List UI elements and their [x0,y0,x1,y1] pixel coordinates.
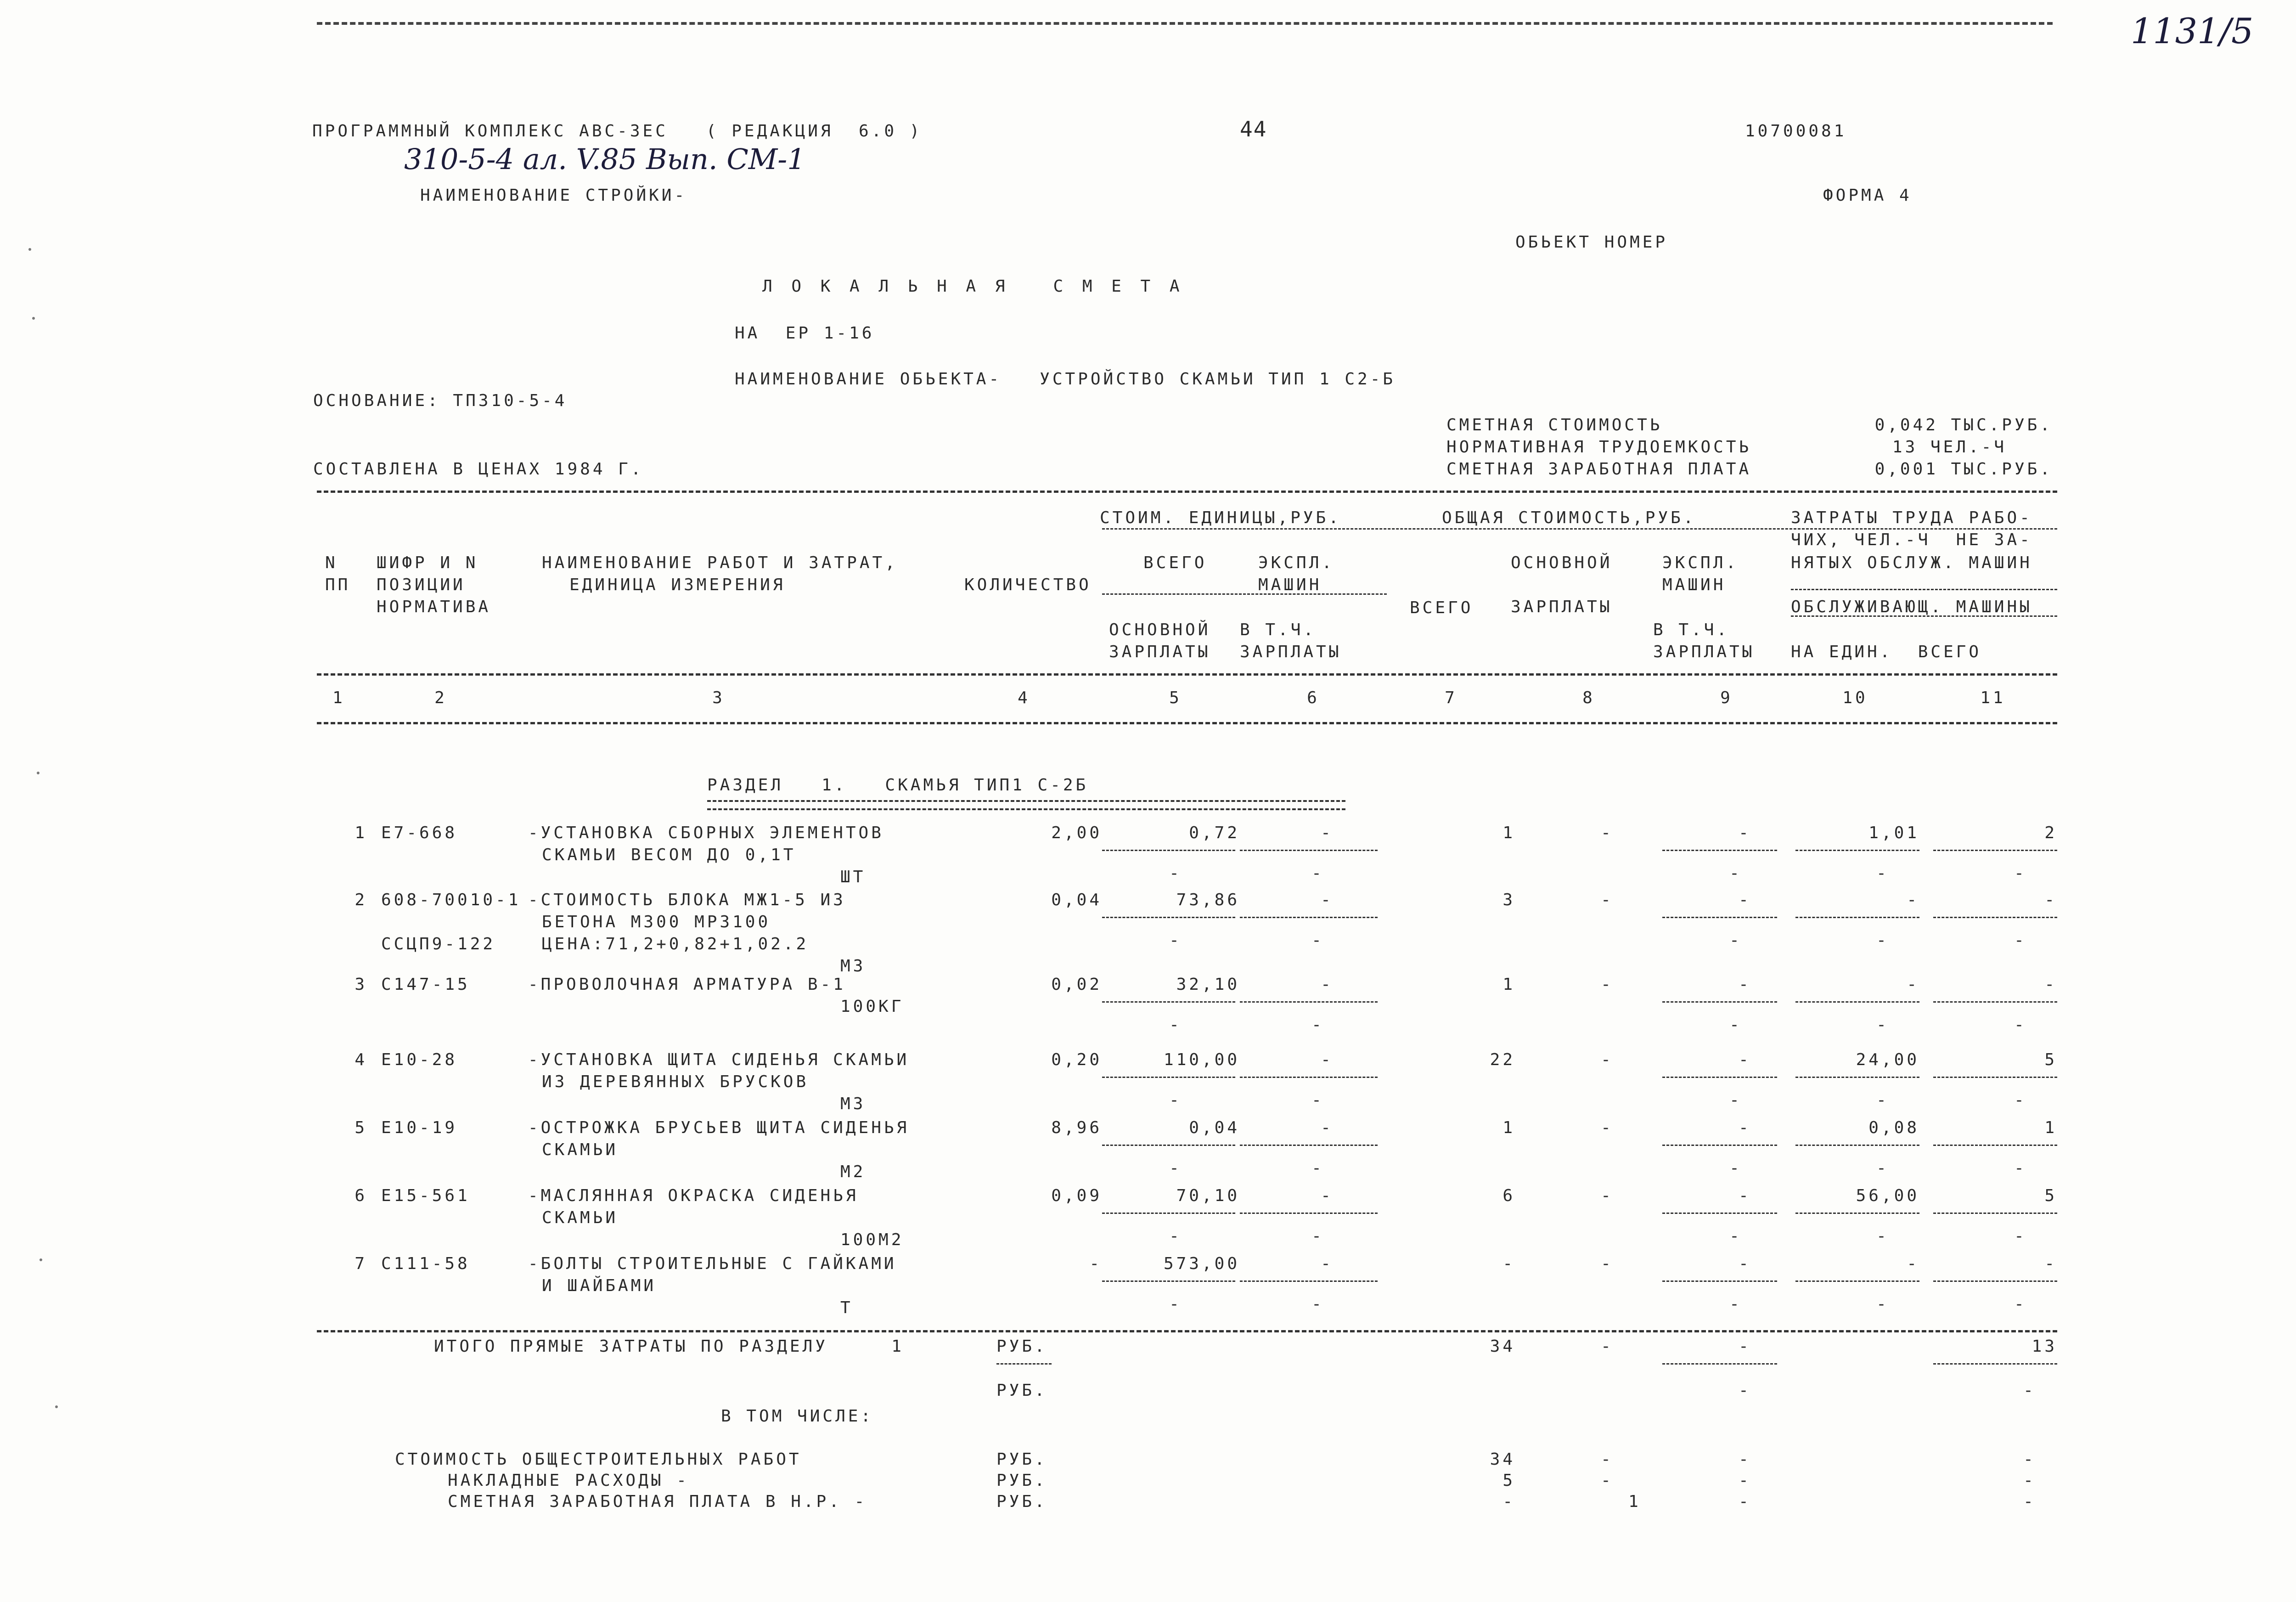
direct-emach-rule [1662,1363,1777,1365]
total-line-total: - [1503,1492,1515,1511]
direct-labor-rule [1933,1363,2057,1365]
column-number: 8 [1582,688,1595,707]
row-labor-total: 5 [2044,1050,2057,1069]
row-subrule [1662,917,1777,918]
row-subrule [1662,1001,1777,1003]
direct-unit-rule [996,1363,1052,1365]
row-labor-total-dash: - [2014,1091,2027,1110]
row-labor-total-dash: - [2014,864,2027,883]
column-number: 5 [1169,688,1182,707]
scan-speck [37,772,39,774]
row-unit-price: 110,00 [1163,1050,1240,1069]
row-total-base: - [1601,975,1614,994]
row-subrule [1933,1145,2057,1146]
section-title: РАЗДЕЛ 1. СКАМЬЯ ТИП1 С-2Б [707,776,1089,795]
row-total: 3 [1503,891,1515,909]
row-subrule [1240,1145,1378,1146]
row-total-base: - [1601,1050,1614,1069]
row-labor-total: 5 [2044,1186,2057,1205]
col4-header: КОЛИЧЕСТВО [964,575,1092,594]
total-line-base: 1 [1628,1492,1641,1511]
column-number: 4 [1018,688,1030,707]
row-subrule [1662,1213,1777,1214]
row-name-line: И ШАЙБАМИ [542,1276,657,1295]
row-base-dash: - [1169,1159,1182,1178]
page-number: 44 [1240,117,1267,141]
totals-rule [317,1330,2057,1332]
row-total-base: - [1601,1254,1614,1273]
object-number: ОБЬЕКТ НОМЕР [1515,233,1668,252]
row-total: 6 [1503,1186,1515,1205]
row-number: 1 [355,824,367,842]
row-name-line: -БОЛТЫ СТРОИТЕЛЬНЫЕ С ГАЙКАМИ [528,1254,897,1273]
unit-base-header-1: ОСНОВНОЙ [1109,620,1211,639]
row-subrule [1795,1280,1919,1282]
row-name-line: СКАМЬИ [542,1140,619,1159]
row-code: С147-15 [381,975,470,994]
row-unit-mach: - [1321,1050,1334,1069]
row-labor-total-dash: - [2014,931,2027,950]
row-labor-total: 2 [2044,824,2057,842]
row-total-emach: - [1739,1186,1751,1205]
row-incl-total-dash: - [1729,1091,1742,1110]
row-name-line: -ПРОВОЛОЧНАЯ АРМАТУРА В-1 [528,975,846,994]
row-total-emach: - [1739,975,1751,994]
row-labor-total: - [2044,1254,2057,1273]
total-line-base: - [1601,1450,1614,1469]
row-labor-unit: - [1907,1254,1919,1273]
row-number: 2 [355,891,367,909]
row-unit-mach: - [1321,1186,1334,1205]
row-subrule [1933,850,2057,851]
row-name-line: СКАМЬИ ВЕСОМ ДО 0,1Т [542,846,796,864]
row-unit-mach: - [1321,891,1334,909]
col3-header-1: НАИМЕНОВАНИЕ РАБОТ И ЗАТРАТ, [542,553,898,572]
row-subrule [1795,1145,1919,1146]
row-subrule [1795,1213,1919,1214]
unit-cost-header: СТОИМ. ЕДИНИЦЫ,РУБ. [1100,508,1341,527]
row-number: 5 [355,1118,367,1137]
row-code: Е10-28 [381,1050,458,1069]
row-labor-dash: - [1876,1227,1889,1246]
row-name-line: -ОСТРОЖКА БРУСЬЕВ ЩИТА СИДЕНЬЯ [528,1118,910,1137]
row-name-line: БЕТОНА М300 МРЗ100 [542,913,771,931]
row-subrule [1240,1001,1378,1003]
header-rule-bottom [317,722,2057,724]
row-number: 6 [355,1186,367,1205]
total-line-emach: - [1739,1471,1751,1490]
row-code-secondary: ССЦП9-122 [381,935,496,953]
row-code: Е7-668 [381,824,458,842]
summary-value-labor: 13 ЧЕЛ.-Ч [1892,438,2007,457]
row-labor-total-dash: - [2014,1159,2027,1178]
row-labor-unit: - [1907,975,1919,994]
column-number: 2 [434,688,447,707]
unit-base-header-2: ЗАРПЛАТЫ [1109,643,1211,661]
col1-header-1: N [325,553,338,572]
row-code: Е15-561 [381,1186,470,1205]
program-name: ПРОГРАММНЫЙ КОМПЛЕКС АВС-3ЕС ( РЕДАКЦИЯ 6.0 ) [312,122,923,141]
row-name-line: ЦЕНА:71,2+0,82+1,02.2 [542,935,809,953]
row-unit-mach: - [1321,1254,1334,1273]
row-subrule [1662,1145,1777,1146]
row-incl-total-dash: - [1729,1227,1742,1246]
total-incl-header-2: ЗАРПЛАТЫ [1653,643,1755,661]
labor-header-2: ЧИХ, ЧЕЛ.-Ч НЕ ЗА- [1791,530,2032,549]
row-total: 1 [1503,824,1515,842]
row-total-base: - [1601,1118,1614,1137]
row-incl-dash: - [1311,1159,1324,1178]
row-incl-total-dash: - [1729,931,1742,950]
row-total: 1 [1503,975,1515,994]
row-subrule [1795,917,1919,918]
col1-header-2: ПП [325,575,351,594]
row-subrule [1933,1077,2057,1078]
scan-speck [39,1258,42,1261]
row-unit-price: 0,04 [1189,1118,1240,1137]
row-total-base: - [1601,824,1614,842]
summary-label-labor: НОРМАТИВНАЯ ТРУДОЕМКОСТЬ [1446,438,1752,457]
total-base-header-2: ЗАРПЛАТЫ [1511,598,1613,616]
unit-total-header: ВСЕГО [1143,553,1207,572]
total-line-label: СТОИМОСТЬ ОБЩЕСТРОИТЕЛЬНЫХ РАБОТ [395,1450,802,1469]
direct-cost-total: 34 [1490,1337,1515,1356]
row-incl-total-dash: - [1729,864,1742,883]
row-subrule [1102,1001,1235,1003]
direct-cost-emach: - [1739,1337,1751,1356]
total-line-label: СМЕТНАЯ ЗАРАБОТНАЯ ПЛАТА В Н.Р. - [448,1492,867,1511]
row-labor-unit: 24,00 [1856,1050,1919,1069]
row-subrule [1795,850,1919,851]
total-mach-header-1: ЭКСПЛ. [1662,553,1739,572]
row-subrule [1102,1077,1235,1078]
labor-cols-header: НА ЕДИН. ВСЕГО [1791,643,1982,661]
row-labor-total: - [2044,891,2057,909]
row-labor-total-dash: - [2014,1295,2027,1314]
row-subrule [1933,1001,2057,1003]
row-quantity: 8,96 [1051,1118,1102,1137]
row-total-base: - [1601,891,1614,909]
scan-speck [32,317,35,320]
row-subrule [1240,1280,1378,1282]
row-total-emach: - [1739,1050,1751,1069]
summary-label-wage: СМЕТНАЯ ЗАРАБОТНАЯ ПЛАТА [1446,460,1752,479]
column-number: 11 [1980,688,2006,707]
total-line-unit: РУБ. [996,1492,1047,1511]
row-subrule [1102,1145,1235,1146]
total-line-unit: РУБ. [996,1450,1047,1469]
handwritten-reference: 310-5-4 ал. V.85 Вып. СМ-1 [404,142,805,176]
row-total: 22 [1490,1050,1515,1069]
row-unit-price: 70,10 [1176,1186,1240,1205]
row-name-line: СКАМЬИ [542,1208,619,1227]
total-line-label: НАКЛАДНЫЕ РАСХОДЫ - [448,1471,689,1490]
total-base-header-1: ОСНОВНОЙ [1511,553,1613,572]
row-unit-price: 0,72 [1189,824,1240,842]
row-name-line: ИЗ ДЕРЕВЯННЫХ БРУСКОВ [542,1072,809,1091]
total-line-labor: - [2023,1450,2036,1469]
header-rule-sub [1102,528,2057,530]
row-labor-total: 1 [2044,1118,2057,1137]
unit-sub-rule [1102,593,1387,595]
labor-sub-header: ОБСЛУЖИВАЮЩ. МАШИНЫ [1791,598,2032,616]
row-total: - [1503,1254,1515,1273]
header-rule-mid [317,673,2057,676]
row-subrule [1933,1280,2057,1282]
column-number: 7 [1445,688,1458,707]
row-labor-unit: 1,01 [1868,824,1919,842]
document-code: 10700081 [1745,122,1847,141]
labor-sub-rule [1791,589,2057,590]
row-code: 608-70010-1 [381,891,521,909]
row-number: 4 [355,1050,367,1069]
direct-cost-unit-2: РУБ. [996,1381,1047,1400]
row-base-dash: - [1169,1091,1182,1110]
row-incl-total-dash: - [1729,1015,1742,1034]
summary-value-wage: 0,001 ТЫС.РУБ. [1874,460,2053,479]
row-incl-dash: - [1311,1227,1324,1246]
row-labor-unit: 56,00 [1856,1186,1919,1205]
row-incl-total-dash: - [1729,1159,1742,1178]
row-unit-price: 32,10 [1176,975,1240,994]
row-subrule [1240,1213,1378,1214]
labor-header-1: ЗАТРАТЫ ТРУДА РАБО- [1791,508,2032,527]
row-labor-dash: - [1876,1295,1889,1314]
header-rule-top [317,491,2057,493]
col2-header-1: ШИФР И N [377,553,478,572]
summary-label-cost: СМЕТНАЯ СТОИМОСТЬ [1446,416,1663,434]
row-subrule [1102,917,1235,918]
scan-speck [55,1405,58,1408]
total-line-total: 34 [1490,1450,1515,1469]
row-labor-total-dash: - [2014,1227,2027,1246]
total-line-labor: - [2023,1492,2036,1511]
labor-header-3: НЯТЫХ ОБСЛУЖ. МАШИН [1791,553,2032,572]
row-subrule [1662,1077,1777,1078]
labor-sub-rule-2 [1791,615,2057,617]
scan-speck [28,248,31,251]
direct-cost-emach-2: - [1739,1381,1751,1400]
row-subrule [1795,1001,1919,1003]
row-labor-dash: - [1876,864,1889,883]
col3-header-2: ЕДИНИЦА ИЗМЕРЕНИЯ [569,575,786,594]
row-unit: 100КГ [840,997,904,1016]
row-name-line: -СТОИМОСТЬ БЛОКА МЖ1-5 ИЗ [528,891,846,909]
row-labor-total-dash: - [2014,1015,2027,1034]
direct-cost-base: - [1601,1337,1614,1356]
object-name: НАИМЕНОВАНИЕ ОБЬЕКТА- УСТРОЙСТВО СКАМЬИ ТИП 1 С2-Б [735,370,1396,389]
row-incl-dash: - [1311,1015,1324,1034]
row-quantity: 0,20 [1051,1050,1102,1069]
row-unit-mach: - [1321,824,1334,842]
row-unit: 100М2 [840,1230,904,1249]
row-labor-dash: - [1876,1015,1889,1034]
row-subrule [1102,1213,1235,1214]
total-mach-header-2: МАШИН [1662,575,1726,594]
row-subrule [1240,1077,1378,1078]
total-line-emach: - [1739,1492,1751,1511]
summary-value-cost: 0,042 ТЫС.РУБ. [1874,416,2053,434]
document-subtitle: НА ЕР 1-16 [735,324,875,343]
direct-cost-labor-2: - [2023,1381,2036,1400]
row-labor-dash: - [1876,931,1889,950]
row-base-dash: - [1169,1015,1182,1034]
col2-header-2: ПОЗИЦИИ [377,575,466,594]
row-quantity: 0,04 [1051,891,1102,909]
row-unit: М3 [840,957,866,976]
total-line-total: 5 [1503,1471,1515,1490]
row-name-line: -УСТАНОВКА СБОРНЫХ ЭЛЕМЕНТОВ [528,824,884,842]
row-subrule [1933,1213,2057,1214]
row-base-dash: - [1169,931,1182,950]
form-label: ФОРМА 4 [1823,186,1912,205]
col2-header-3: НОРМАТИВА [377,598,491,616]
row-subrule [1102,1280,1235,1282]
row-total-base: - [1601,1186,1614,1205]
including-label: В ТОМ ЧИСЛЕ: [721,1407,874,1426]
total-line-emach: - [1739,1450,1751,1469]
total-line-unit: РУБ. [996,1471,1047,1490]
total-incl-header-1: В Т.Ч. [1653,620,1730,639]
row-incl-dash: - [1311,931,1324,950]
row-number: 7 [355,1254,367,1273]
row-labor-dash: - [1876,1159,1889,1178]
row-subrule [1240,917,1378,918]
row-code: Е10-19 [381,1118,458,1137]
direct-cost-unit: РУБ. [996,1337,1047,1356]
row-labor-dash: - [1876,1091,1889,1110]
total-all-header: ВСЕГО [1410,598,1474,617]
row-quantity: 2,00 [1051,824,1102,842]
row-name-line: -УСТАНОВКА ЩИТА СИДЕНЬЯ СКАМЬИ [528,1050,910,1069]
row-unit: ШТ [840,868,866,886]
row-base-dash: - [1169,1295,1182,1314]
total-line-base: - [1601,1471,1614,1490]
row-quantity: 0,02 [1051,975,1102,994]
construction-label: НАИМЕНОВАНИЕ СТРОЙКИ- [420,186,687,205]
direct-cost-label: ИТОГО ПРЯМЫЕ ЗАТРАТЫ ПО РАЗДЕЛУ 1 [434,1337,904,1356]
row-labor-total: - [2044,975,2057,994]
unit-mach-header-2: МАШИН [1258,575,1322,594]
row-quantity: 0,09 [1051,1186,1102,1205]
prices-label: СОСТАВЛЕНА В ЦЕНАХ 1984 Г. [313,460,644,479]
column-number: 1 [332,688,345,707]
row-unit-price: 573,00 [1163,1254,1240,1273]
column-number: 9 [1720,688,1733,707]
row-quantity: - [1089,1254,1102,1273]
row-unit: Т [840,1298,853,1317]
row-subrule [1102,850,1235,851]
section-underline [707,800,1345,810]
document-title: Л О К А Л Ь Н А Я С М Е Т А [762,277,1184,296]
row-subrule [1662,1280,1777,1282]
row-total-emach: - [1739,891,1751,909]
total-cost-header: ОБЩАЯ СТОИМОСТЬ,РУБ. [1442,508,1696,527]
row-unit: М2 [840,1162,866,1181]
unit-incl-header-2: ЗАРПЛАТЫ [1240,643,1342,661]
row-incl-dash: - [1311,1091,1324,1110]
row-labor-unit: 0,08 [1868,1118,1919,1137]
row-subrule [1933,917,2057,918]
unit-mach-header-1: ЭКСПЛ. [1258,553,1335,572]
row-unit-mach: - [1321,1118,1334,1137]
row-incl-total-dash: - [1729,1295,1742,1314]
row-name-line: -МАСЛЯННАЯ ОКРАСКА СИДЕНЬЯ [528,1186,859,1205]
row-base-dash: - [1169,1227,1182,1246]
direct-cost-labor: 13 [2032,1337,2057,1356]
row-subrule [1795,1077,1919,1078]
row-unit-price: 73,86 [1176,891,1240,909]
row-unit: М3 [840,1094,866,1113]
row-total-emach: - [1739,1118,1751,1137]
column-number: 10 [1842,688,1868,707]
row-incl-dash: - [1311,1295,1324,1314]
row-labor-unit: - [1907,891,1919,909]
row-subrule [1662,850,1777,851]
row-base-dash: - [1169,864,1182,883]
corner-note: 1131/5 [2131,11,2254,51]
column-number: 6 [1307,688,1320,707]
perforation-line [317,22,2053,25]
row-code: С111-58 [381,1254,470,1273]
row-total-emach: - [1739,1254,1751,1273]
row-incl-dash: - [1311,864,1324,883]
row-unit-mach: - [1321,975,1334,994]
basis-label: ОСНОВАНИЕ: ТП310-5-4 [313,391,568,410]
row-subrule [1240,850,1378,851]
row-number: 3 [355,975,367,994]
total-line-labor: - [2023,1471,2036,1490]
unit-incl-header-1: В Т.Ч. [1240,620,1317,639]
row-total: 1 [1503,1118,1515,1137]
row-total-emach: - [1739,824,1751,842]
column-number: 3 [712,688,725,707]
